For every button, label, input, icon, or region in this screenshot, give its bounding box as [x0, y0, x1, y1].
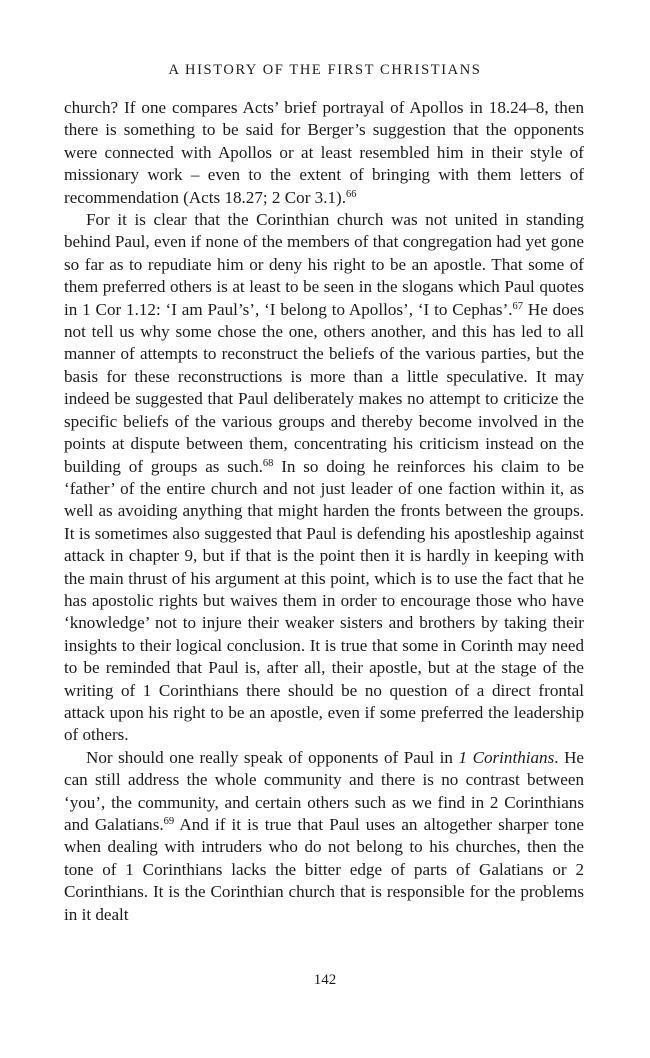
text-run: For it is clear that the Corinthian church was not united in standing behind Paul, even if none of the members of that congregation had yet gone so far as to repudiate him or deny his right to be an apostle. That some of them preferred others is at least to be seen in the slogans which Paul quotes in 1 Cor 1.12: ‘I am Paul’s’, ‘I belong to Apollos’, ‘I to Cephas’.: [64, 210, 584, 319]
text-run: In so doing he reinforces his claim to be ‘father’ of the entire church and not just leader of one faction within it, as well as avoiding anything that might harden the fronts between the groups. It is sometimes also suggested that Paul is defending his apostleship against attack in chapter 9, but if that is the point then it is hardly in keeping with the main thrust of his argument at this point, which is to use the fact that he has apostolic rights but waives them in order to encourage those who have ‘knowledge’ not to injure their weaker sisters and brothers by taking their insights to their logical conclusion. It is true that some in Corinth may need to be reminded that Paul is, after all, their apostle, but at the stage of the writing of 1 Corinthians there should be no question of a direct frontal attack upon his right to be an apostle, even if some preferred the leadership of others.: [64, 456, 584, 745]
text-run: He does not tell us why some chose the one, others another, and this has led to all manner of attempts to reconstruct the beliefs of the various parties, but the basis for these reconstructions is more than a little speculative. It may indeed be suggested that Paul deliberately makes no attempt to criticize the specific beliefs of the various groups and thereby become involved in the points at dispute between them, concentrating his criticism instead on the building of groups as such.: [64, 299, 585, 476]
text-run: church? If one compares Acts’ brief portrayal of Apollos in 18.24–8, then there is something to be said for Berger’s suggestion that the opponents were connected with Apollos or at least resembled him in their style of missionary work – even to the extent of bringing with them letters of recommendation (Acts 18.27; 2 Cor 3.1).: [64, 98, 584, 207]
footnote-marker: 66: [346, 188, 357, 200]
italic-title: 1 Corinthians: [458, 747, 555, 767]
footnote-marker: 69: [163, 816, 175, 827]
paragraph: [64, 209, 584, 747]
text-run: And if it is true that Paul uses an altogether sharper tone when dealing with intruders who do not belong to his churches, then the tone of 1 Corinthians lacks the bitter edge of parts of Galatians or 2 Corinthians. It is the Corinthian church that is responsible for the problems in it dealt: [64, 815, 584, 924]
paragraph: [64, 747, 584, 926]
running-head: A HISTORY OF THE FIRST CHRISTIANS: [168, 62, 482, 78]
footnote-marker: 68: [262, 457, 274, 469]
page-number: 142: [313, 972, 337, 988]
paragraph: [64, 97, 584, 209]
text-run: . He can still address the whole community and there is no contrast between ‘you’, the community, and certain others such as we find in 2 Corinthians and Galatians.: [64, 747, 585, 834]
text-run: Nor should one really speak of opponents of Paul in: [86, 747, 459, 767]
footnote-marker: 67: [512, 300, 524, 312]
body-text: [64, 97, 584, 926]
